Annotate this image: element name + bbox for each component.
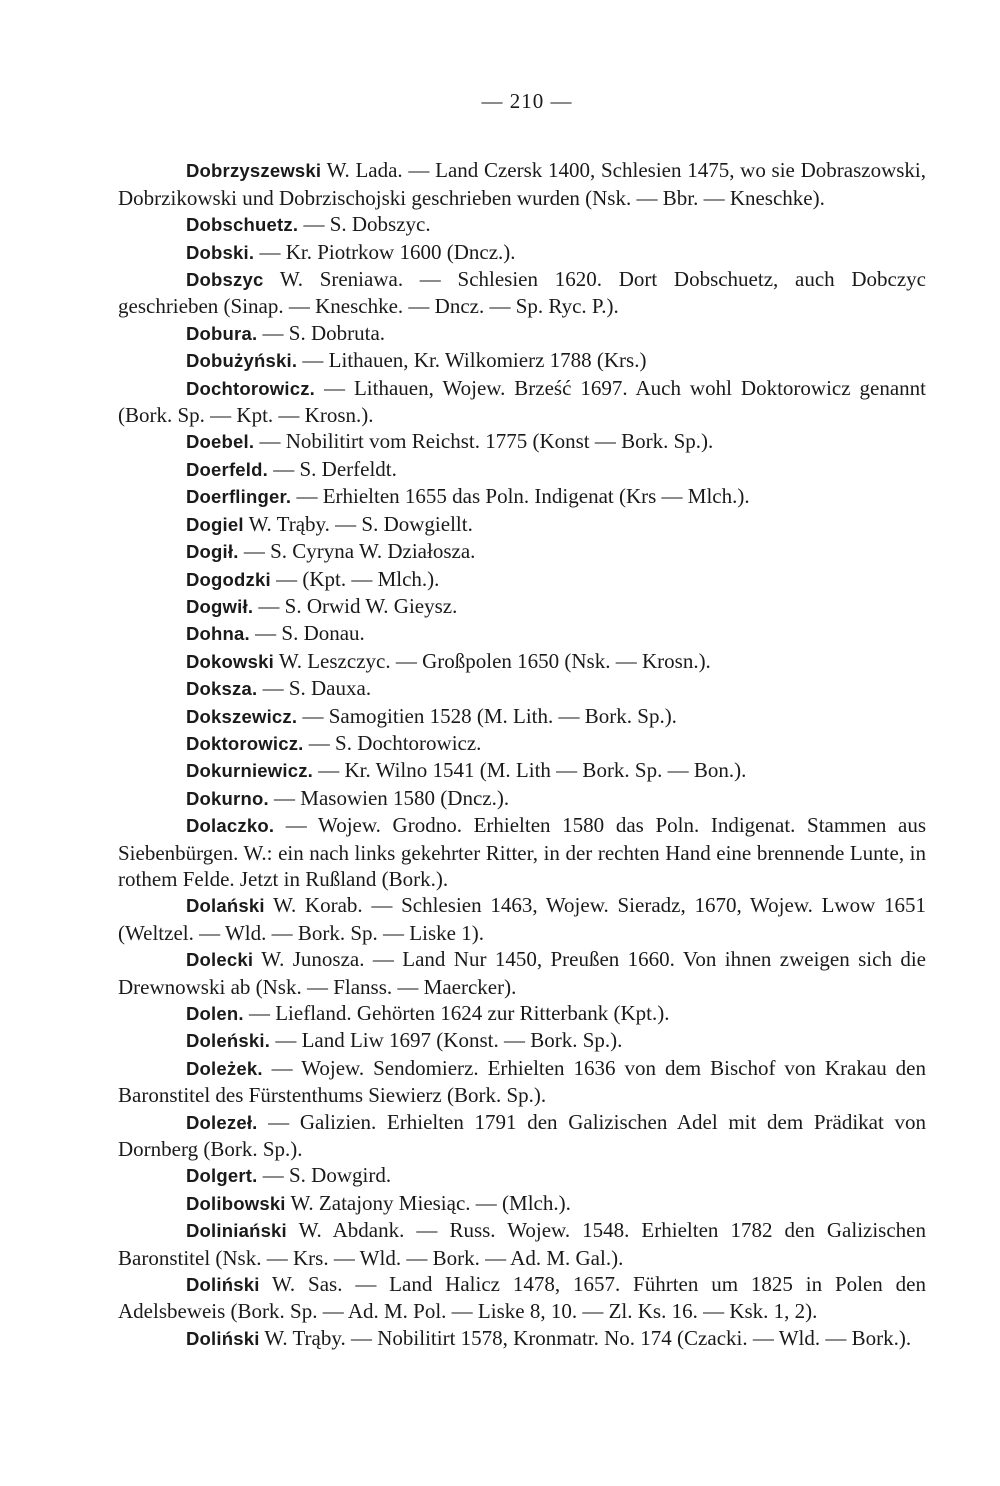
entry-headword: Doksza.: [186, 678, 258, 700]
dictionary-entry: [118, 1190, 926, 1217]
entry-headword: Dokurniewicz.: [186, 760, 313, 782]
entry-text: — Lithauen, Kr. Wilkomierz 1788 (Krs.): [297, 348, 647, 373]
entry-text: W. Korab. — Schlesien 1463, Wojew. Sieradz, 1670, Wojew. Lwow 1651 (Weltzel. — Wld. — Bork. Sp. — Liske 1).: [118, 893, 926, 945]
dictionary-entry: [118, 1055, 926, 1109]
entry-headword: Dolaczko.: [186, 815, 275, 837]
entry-text: W. Abdank. — Russ. Wojew. 1548. Erhielten 1782 den Galizischen Baronstitel (Nsk. — Krs. — Wld. — Bork. — Ad. M. Gal.).: [118, 1218, 926, 1270]
entry-text: — S. Dochtorowicz.: [303, 730, 482, 755]
entry-text: — Kr. Piotrkow 1600 (Dncz.).: [254, 239, 516, 264]
entry-headword: Dobużyński.: [186, 350, 298, 372]
dictionary-entry: [118, 1217, 926, 1271]
dictionary-entry: [118, 211, 926, 238]
entry-headword: Dochtorowicz.: [186, 377, 316, 399]
entry-text: — (Kpt. — Mlch.).: [270, 566, 440, 591]
entry-headword: Doliński: [186, 1274, 260, 1296]
entry-headword: Dohna.: [186, 623, 250, 645]
dictionary-entry: [118, 1162, 926, 1189]
dictionary-entry: [118, 1271, 926, 1325]
entry-headword: Doliński: [186, 1327, 260, 1349]
dictionary-entry: [118, 320, 926, 347]
entry-text: — Samogitien 1528 (M. Lith. — Bork. Sp.).: [297, 703, 677, 728]
entry-headword: Dobschuetz.: [186, 214, 299, 236]
entry-text: — Wojew. Grodno. Erhielten 1580 das Poln. Indigenat. Stammen aus Siebenbürgen. W.: ein nach links gekehrter Ritter, in der rechten Hand eine brennende Lunte, in rothem Felde. Jetzt in Rußland (Bork.).: [118, 813, 926, 891]
entry-text: — S. Derfeldt.: [267, 456, 397, 481]
entry-headword: Doktorowicz.: [186, 732, 304, 754]
dictionary-entry: [118, 456, 926, 483]
entry-text: — Land Liw 1697 (Konst. — Bork. Sp.).: [270, 1028, 623, 1053]
entry-headword: Doerfeld.: [186, 458, 268, 480]
dictionary-entry: [118, 1000, 926, 1027]
dictionary-entry: [118, 483, 926, 510]
dictionary-entry: [118, 675, 926, 702]
entry-text: W. Sas. — Land Halicz 1478, 1657. Führten um 1825 in Polen den Adelsbeweis (Bork. Sp. — Ad. M. Pol. — Liske 8, 10. — Zl. Ks. 16. — Ksk. 1, 2).: [118, 1272, 926, 1324]
entry-text: — S. Dobszyc.: [298, 212, 431, 237]
entry-headword: Dogiel: [186, 513, 244, 535]
dictionary-entry: [118, 812, 926, 892]
page-number: — 210 —: [481, 89, 573, 113]
entry-headword: Dobura.: [186, 322, 258, 344]
dictionary-page: [118, 88, 926, 1352]
dictionary-entry: [118, 620, 926, 647]
entry-text: — Nobilitirt vom Reichst. 1775 (Konst — Bork. Sp.).: [254, 429, 714, 454]
entry-text: — S. Orwid W. Gieysz.: [253, 593, 458, 618]
dictionary-entry: [118, 511, 926, 538]
entry-text: W. Trąby. — S. Dowgiellt.: [243, 511, 473, 536]
entry-headword: Doerflinger.: [186, 486, 292, 508]
entry-headword: Dogodzki: [186, 568, 271, 590]
dictionary-entry: [118, 648, 926, 675]
dictionary-entry: [118, 1109, 926, 1163]
entry-text: — Liefland. Gehörten 1624 zur Ritterbank (Kpt.).: [243, 1001, 670, 1025]
entry-headword: Doliniański: [186, 1220, 287, 1242]
dictionary-entry: [118, 538, 926, 565]
entry-text: W. Zatajony Miesiąc. — (Mlch.).: [285, 1190, 571, 1215]
entry-text: — Masowien 1580 (Dncz.).: [268, 785, 510, 810]
entry-headword: Dolezeł.: [186, 1111, 258, 1133]
entry-text: W. Lada. — Land Czersk 1400, Schlesien 1475, wo sie Dobraszowski, Dobrzikowski und Dobrzischojski geschrieben wurden (Nsk. — Bbr. — Kneschke).: [118, 158, 926, 210]
dictionary-entry: [118, 593, 926, 620]
entry-headword: Doebel.: [186, 431, 255, 453]
dictionary-entry: [118, 157, 926, 211]
entry-headword: Dobszyc: [186, 269, 264, 291]
entry-list: [118, 157, 926, 1352]
entry-headword: Doleński.: [186, 1030, 271, 1052]
entry-text: — Kr. Wilno 1541 (M. Lith — Bork. Sp. — Bon.).: [313, 758, 747, 783]
dictionary-entry: [118, 375, 926, 429]
entry-headword: Dokowski: [186, 650, 274, 672]
entry-text: — Galizien. Erhielten 1791 den Galizischen Adel mit dem Prädikat von Dornberg (Bork. Sp.).: [118, 1109, 926, 1162]
dictionary-entry: [118, 703, 926, 730]
entry-headword: Dogił.: [186, 541, 239, 563]
entry-text: — Erhielten 1655 das Poln. Indigenat (Krs — Mlch.).: [291, 484, 750, 509]
dictionary-entry: [118, 347, 926, 374]
entry-text: W. Junosza. — Land Nur 1450, Preußen 1660. Von ihnen zweigen sich die Drewnowski ab (Nsk. — Flanss. — Maercker).: [118, 947, 926, 999]
dictionary-entry: [118, 1027, 926, 1054]
entry-text: — S. Cyryna W. Działosza.: [238, 539, 476, 564]
entry-headword: Dobski.: [186, 241, 255, 263]
entry-text: — S. Dobruta.: [257, 320, 386, 345]
entry-headword: Dokszewicz.: [186, 705, 298, 727]
entry-headword: Dokurno.: [186, 787, 269, 809]
entry-text: W. Sreniawa. — Schlesien 1620. Dort Dobschuetz, auch Dobczyc geschrieben (Sinap. — Kneschke. — Dncz. — Sp. Ryc. P.).: [118, 267, 926, 319]
dictionary-entry: [118, 239, 926, 266]
dictionary-entry: [118, 946, 926, 1000]
entry-text: — S. Donau.: [249, 621, 365, 646]
entry-text: W. Trąby. — Nobilitirt 1578, Kronmatr. No. 174 (Czacki. — Wld. — Bork.).: [259, 1325, 912, 1350]
entry-headword: Dolański: [186, 895, 265, 917]
dictionary-entry: [118, 266, 926, 320]
dictionary-entry: [118, 892, 926, 946]
entry-headword: Dolecki: [186, 949, 254, 971]
dictionary-entry: [118, 785, 926, 812]
entry-text: W. Leszczyc. — Großpolen 1650 (Nsk. — Krosn.).: [273, 648, 711, 673]
entry-text: — Lithauen, Wojew. Brześć 1697. Auch wohl Doktorowicz genannt (Bork. Sp. — Kpt. — Krosn.).: [118, 375, 926, 428]
entry-headword: Dolibowski: [186, 1192, 286, 1214]
entry-text: — S. Dauxa.: [257, 676, 372, 701]
dictionary-entry: [118, 428, 926, 455]
entry-text: — S. Dowgird.: [257, 1163, 392, 1188]
entry-headword: Doleżek.: [186, 1057, 263, 1079]
entry-headword: Dolgert.: [186, 1165, 258, 1187]
entry-headword: Dobrzyszewski: [186, 160, 322, 182]
entry-text: — Wojew. Sendomierz. Erhielten 1636 von dem Bischof von Krakau den Baronstitel des Fürstenthums Siewierz (Bork. Sp.).: [118, 1055, 926, 1108]
entry-headword: Dogwił.: [186, 595, 254, 617]
dictionary-entry: [118, 730, 926, 757]
dictionary-entry: [118, 1325, 926, 1352]
dictionary-entry: [118, 757, 926, 784]
dictionary-entry: [118, 566, 926, 593]
entry-headword: Dolen.: [186, 1003, 244, 1024]
